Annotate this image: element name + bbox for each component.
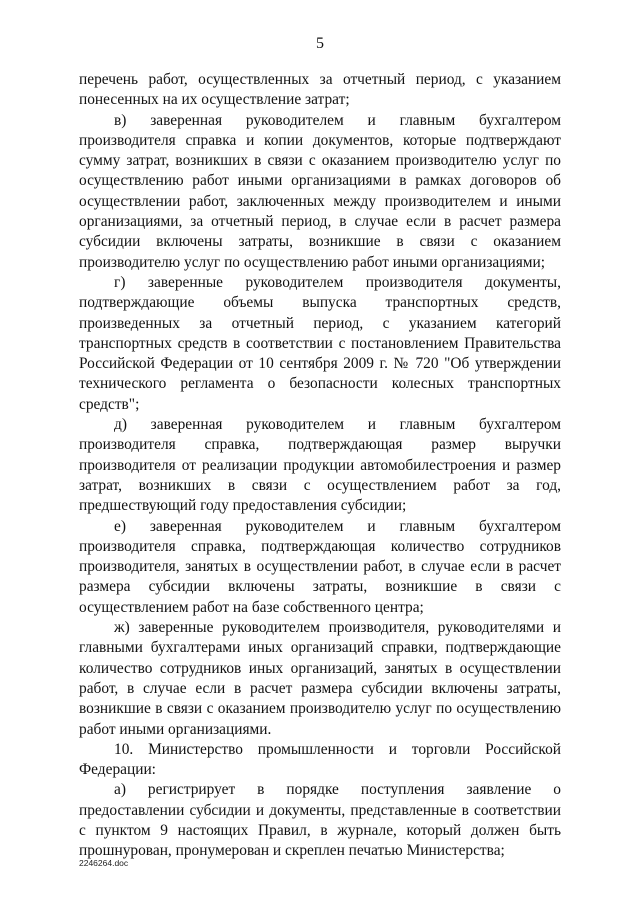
paragraph-continuation: перечень работ, осуществленных за отчетный период, с указанием понесенных на их осуществление затрат;: [79, 71, 561, 109]
paragraph-item-zh: ж) заверенные руководителем производителя, руководителями и главными бухгалтерами иных организаций справки, подтверждающие количество сотрудников иных организаций, занятых в осуществлении работ, в случае если в расчет размера субсидии включены затраты, возникшие в связи с оказанием производителю услуг по осуществлению работ иными организациями.: [79, 619, 561, 738]
paragraph-item-a: а) регистрирует в порядке поступления заявление о предоставлении субсидии и документы, представленные в соответствии с пунктом 9 настоящих Правил, в журнале, который должен быть прошнурован, пронумерован и скреплен печатью Министерства;: [79, 781, 561, 860]
paragraph-item-d: д) заверенная руководителем и главным бухгалтером производителя справка, подтверждающая размер выручки производителя от реализации продукции автомобилестроения и размер затрат, возникших в связи с осуществлением работ за год, предшествующий году предоставления субсидии;: [79, 416, 561, 515]
paragraph-clause-10: 10. Министерство промышленности и торговли Российской Федерации:: [79, 740, 561, 779]
document-filename: 2246264.doc: [79, 858, 129, 868]
paragraph-item-g: г) заверенные руководителем производителя документы, подтверждающие объемы выпуска транспортных средств, произведенных за отчетный период, с указанием категорий транспортных средств в соответствии с постановлением Правительства Российской Федерации от 10 сентября 2009 г. № 720 "Об утверждении технического регламента о безопасности колесных транспортных средств";: [79, 273, 561, 413]
paragraph-item-v: в) заверенная руководителем и главным бухгалтером производителя справка и копии документов, которые подтверждают сумму затрат, возникших в связи с оказанием производителю услуг по осуществлению работ иными организациями в рамках договоров об осуществлении работ, заключенных между производителем и иными организациями, за отчетный период, в случае если в расчет размера субсидии включены затраты, возникшие в связи с оказанием производителю услуг по осуществлению работ иными организациями;: [79, 111, 561, 271]
page-number: 5: [316, 35, 324, 52]
paragraph-item-e: е) заверенная руководителем и главным бухгалтером производителя справка, подтверждающая количество сотрудников производителя, занятых в осуществлении работ, в случае если в расчет размера субсидии включены затраты, возникшие в связи с осуществлением работ на базе собственного центра;: [79, 517, 561, 616]
document-body: [79, 70, 561, 862]
